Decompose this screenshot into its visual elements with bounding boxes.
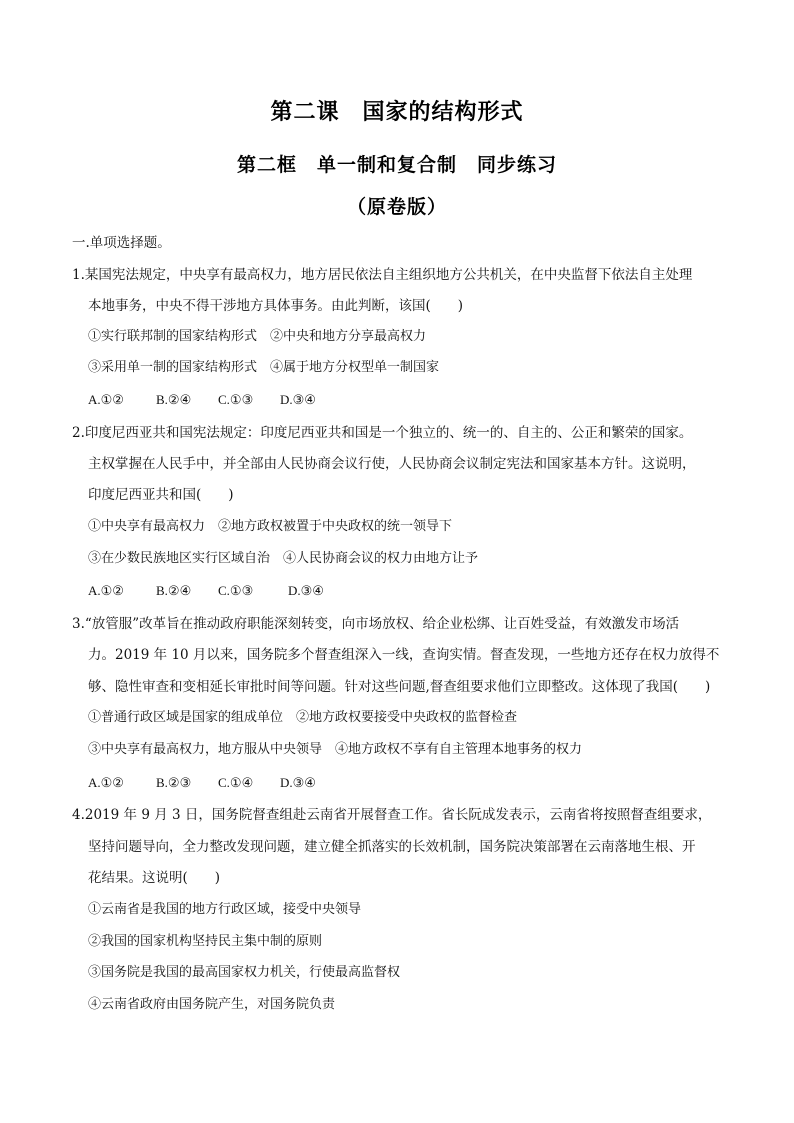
q2-answer-choices [88,582,324,600]
q3-options-line-2: ③中央享有最高权力，地方服从中央领导 ④地方政权不享有自主管理本地事务的权力 [88,742,583,757]
question-type-heading: 一.单项选择题。 [72,235,171,251]
q2-choice-a[interactable]: A.①② [88,583,124,598]
q4-stem-line-3: 花结果。这说明( ) [88,870,221,886]
q1-stem-line-2: 本地事务，中央不得干涉地方具体事务。由此判断，该国( ) [88,298,464,314]
q1-choice-c[interactable]: C.①③ [218,392,254,407]
q2-options-line-2: ③在少数民族地区实行区域自治 ④人民协商会议的权力由地方让予 [88,551,479,566]
q3-choice-b[interactable]: B.②③ [156,775,192,790]
q3-stem-line-1: 3.“放管服”改革旨在推动政府职能深刻转变，向市场放权、给企业松绑、让百姓受益，有效激发市场活 [72,616,680,632]
q1-options-line-2: ③采用单一制的国家结构形式 ④属于地方分权型单一制国家 [88,360,440,375]
q2-options-line-1: ①中央享有最高权力 ②地方政权被置于中央政权的统一领导下 [88,519,453,534]
q1-stem-line-1: 1.某国宪法规定，中央享有最高权力，地方居民依法自主组织地方公共机关，在中央监督下依法自主处理 [72,267,693,283]
q1-choice-b[interactable]: B.②④ [156,392,192,407]
q4-option-3: ③国务院是我国的最高国家权力机关，行使最高监督权 [88,965,401,980]
q2-choice-c[interactable]: C.①③ [218,583,254,598]
q1-answer-choices [88,391,316,409]
q3-choice-a[interactable]: A.①② [88,775,124,790]
q1-choice-d[interactable]: D.③④ [280,392,316,407]
q4-option-4: ④云南省政府由国务院产生，对国务院负责 [88,997,336,1012]
section-title: 第二框 单一制和复合制 同步练习 [236,154,557,176]
q3-choice-c[interactable]: C.①④ [218,775,254,790]
q4-option-2: ②我国的国家机构坚持民主集中制的原则 [88,934,323,949]
q1-options-line-1: ①实行联邦制的国家结构形式 ②中央和地方分享最高权力 [88,329,427,344]
q2-stem-line-2: 主权掌握在人民手中，并全部由人民协商会议行使，人民协商会议制定宪法和国家基本方针。这说明， [88,456,696,472]
q3-choice-d[interactable]: D.③④ [280,775,316,790]
q1-choice-a[interactable]: A.①② [88,392,124,407]
q2-choice-b[interactable]: B.②④ [156,583,192,598]
q2-stem-line-3: 印度尼西亚共和国( ) [88,487,234,503]
version-label: （原卷版） [346,196,447,218]
lesson-title: 第二课 国家的结构形式 [270,100,524,125]
q3-options-line-1: ①普通行政区域是国家的组成单位 ②地方政权要接受中央政权的监督检查 [88,710,518,725]
q3-stem-line-2: 力。2019 年 10 月以来，国务院多个督查组深入一线，查询实情。督查发现，一些地方还存在权力放得不 [88,647,720,663]
q4-stem-line-1: 4.2019 年 9 月 3 日，国务院督查组赴云南省开展督查工作。省长阮成发表示，云南省将按照督查组要求， [72,807,712,823]
q3-answer-choices [88,774,316,792]
q2-choice-d[interactable]: D.③④ [288,583,324,598]
q2-stem-line-1: 2.印度尼西亚共和国宪法规定：印度尼西亚共和国是一个独立的、统一的、自主的、公正和繁荣的国家。 [72,425,693,441]
q4-stem-line-2: 坚持问题导向，全力整改发现问题，建立健全抓落实的长效机制，国务院决策部署在云南落地生根、开 [88,839,696,855]
q4-option-1: ①云南省是我国的地方行政区域，接受中央领导 [88,902,362,917]
q3-stem-line-3: 够、隐性审查和变相延长审批时间等问题。针对这些问题,督查组要求他们立即整改。这体现了我国( ) [88,679,711,695]
